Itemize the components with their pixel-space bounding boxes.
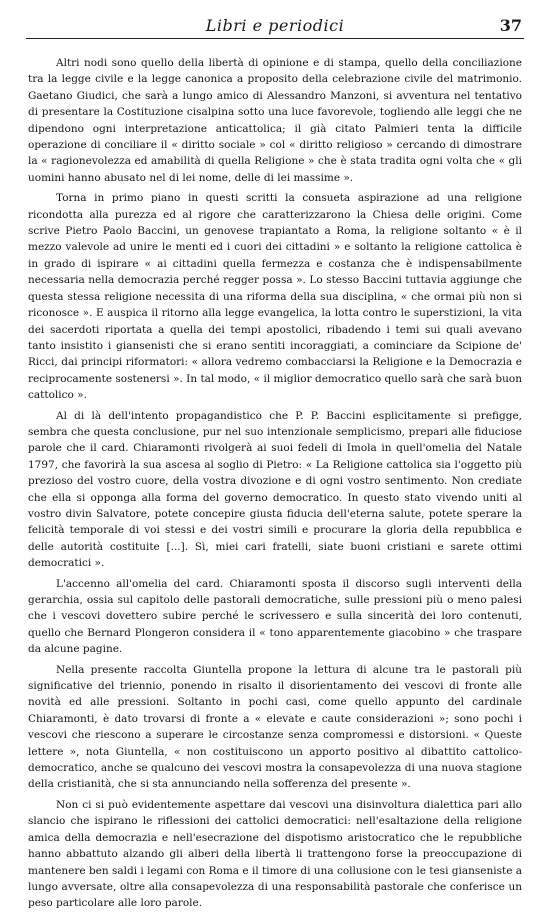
paragraph: L'accenno all'omelia del card. Chiaramonti sposta il discorso sugli interventi della gerarchia, ossia sul capitolo delle pastorali democratiche, sulle pressioni più o meno palesi che i vescovi dovettero subire perché le scrivessero e sulla sincerità dei loro contenuti, quello che Bernard Plongeron considera il « tono apparentemente giacobino » che traspare da alcune pagine.: [28, 577, 522, 656]
body-text: [28, 55, 522, 916]
paragraph: Torna in primo piano in questi scritti la consueta aspirazione ad una religione ricondotta alla purezza ed al rigore che caratterizzarono la Chiesa delle origini. Come scrive Pietro Paolo Baccini, un genovese trapiantato a Roma, la religione soltanto « è il mezzo valevole ad unire le menti ed i cuori dei cittadini » e soltanto la religione cattolica è in grado di ispirare « ai cittadini quella fermezza e costanza che è indispensabilmente necessaria nella democrazia perché regger possa ». Lo stesso Baccini tuttavia aggiunge che questa stessa religione necessita di una riforma della sua disciplina, « che ormai più non si riconosce ». E auspica il ritorno alla legge evangelica, la lotta contro le superstizioni, la vita dei sacerdoti riportata a quella dei tempi apostolici, ribadendo i temi sui quali avevano tanto insistito i giansenisti che si erano sentiti incoraggiati, a cominciare da Scipione de' Ricci, dai principi riformatori: « allora vedremo combacciarsi la Religione e la Democrazia e reciprocamente sostenersi ». In tal modo, « il miglior democratico quello sarà che sarà buon cattolico ».: [28, 192, 522, 402]
running-title: Libri e periodici: [205, 16, 345, 35]
running-head: [26, 12, 524, 40]
paragraph: Nella presente raccolta Giuntella propone la lettura di alcune tra le pastorali più significative del triennio, ponendo in risalto il disorientamento dei vescovi di fronte alle novità ed alle pressioni. Soltanto in pochi casi, come quello appunto del cardinale Chiaramonti, è dato trovarsi di fronte a « elevate e caute considerazioni »; sono pochi i vescovi che riescono a superare le circostanze senza compromessi e distorsioni. « Queste lettere », nota Giuntella, « non costituiscono un apporto positivo al dibattito cattolico-democratico, anche se qualcuno dei vescovi mostra la consapevolezza di una nuova stagione della cristianità, che si sta annunciando nella sofferenza del presente ».: [28, 663, 522, 791]
header-rule: [26, 38, 524, 39]
paragraph: Non ci si può evidentemente aspettare dai vescovi una disinvoltura dialettica pari allo slancio che ispirano le riflessioni dei cattolici democratici: nell'esaltazione della religione amica della democrazia e nell'esecrazione del dispotismo aristocratico che le repubbliche hanno abbattuto alzando gli alberi della libertà li trattengono forse la preoccupazione di mantenere ben saldi i legami con Roma e il timore di una collusione con le tesi gianseniste a lungo avversate, oltre alla consapevolezza di una responsabilità pastorale che conferisce un peso particolare alle loro parole.: [28, 798, 523, 910]
paragraph: Altri nodi sono quello della libertà di opinione e di stampa, quello della conciliazione tra la legge civile e la legge canonica a proposito della celebrazione civile del matrimonio. Gaetano Giudici, che sarà a lungo amico di Alessandro Manzoni, si avventura nel tentativo di presentare la Costituzione cisalpina sotto una luce favorevole, togliendo alle leggi che ne dipendono ogni interpretazione anticattolica; il già citato Palmieri tenta la difficile operazione di conciliare il « diritto sociale » col « diritto religioso » cercando di dimostrare la « ragionevolezza ed amabilità di quella Religione » che è stata tradita ogni volta che « gli uomini hanno abusato nel di lei nome, delle di lei massime ».: [28, 57, 522, 184]
paragraph: Al di là dell'intento propagandistico che P. P. Baccini esplicitamente si prefigge, sembra che questa conclusione, pur nel suo intenzionale semplicismo, prepari alle fiduciose parole che il card. Chiaramonti rivolgerà ai suoi fedeli di Imola in quell'omelia del Natale 1797, che favorirà la sua ascesa al soglio di Pietro: « La Religione cattolica sia l'oggetto più prezioso del vostro cuore, della vostra divozione e di ogni vostro sentimento. Non crediate che ella si opponga alla forma del governo democratico. In questo stato vivendo uniti al vostro divin Salvatore, potete concepire giusta fiducia dell'eterna salute, potete sperare la felicità temporale di voi stessi e dei vostri simili e procurare la gloria della repubblica e delle autorità costituite [...]. Sì, miei cari fratelli, siate buoni cristiani e sarete ottimi democratici ».: [28, 409, 522, 570]
page-number: 37: [499, 16, 522, 35]
